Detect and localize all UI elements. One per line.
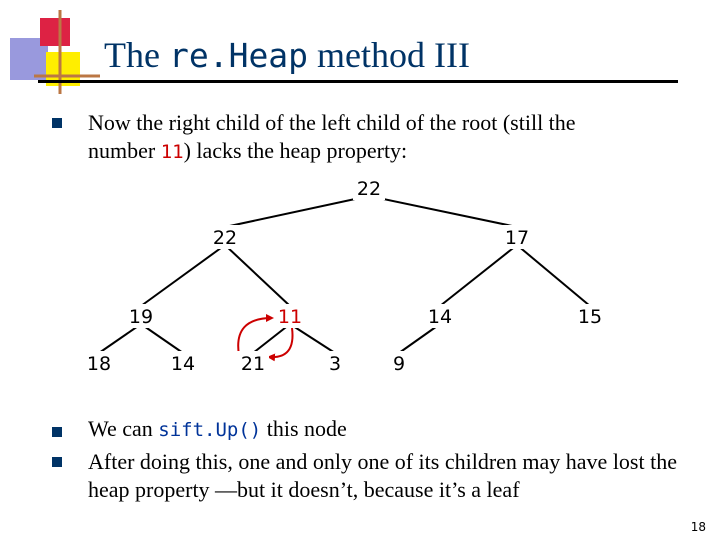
title-code: re.Heap [168,36,309,75]
tree-node-root: 22 [356,178,382,200]
bullet2-after: this node [261,416,347,441]
bullet-text-2 [88,415,668,444]
tree-edge-l-lr [225,245,290,306]
tree-node-rl: 14 [427,306,453,328]
page-number: 18 [690,520,706,534]
bullet-icon [52,427,62,437]
tree-node-lrl: 21 [240,353,266,375]
title-suffix: method III [308,35,470,75]
tree-node-rr: 15 [577,306,603,328]
bullet1-code: 11 [160,141,184,163]
tree-node-lr: 11 [277,306,303,328]
tree-edge-ll-lll [99,324,141,353]
tree-edge-root-l [225,196,369,227]
tree-node-lrr: 3 [328,353,342,375]
tree-node-rll: 9 [392,353,406,375]
tree-edge-r-rl [440,245,517,306]
tree-edge-ll-llr [141,324,183,353]
tree-edge-l-ll [141,245,225,306]
bullet1-before: Now the right child of the left child of the root (still the number [88,110,576,163]
title-prefix: The [104,35,169,75]
tree-node-ll: 19 [128,306,154,328]
tree-node-r: 17 [504,227,530,249]
bullet-icon [52,457,62,467]
tree-edge-lr-lrr [290,324,335,353]
tree-edge-root-r [369,196,517,227]
tree-node-llr: 14 [170,353,196,375]
bullet2-before: We can [88,416,159,441]
tree-edge-rl-rll [399,324,440,353]
tree-edge-lr-lrl [253,324,290,353]
tree-edge-r-rr [517,245,590,306]
bullet2-code: sift.Up() [158,419,262,441]
tree-node-l: 22 [212,227,238,249]
bullet1-after: ) lacks the heap property: [183,138,408,163]
tree-node-lll: 18 [86,353,112,375]
swap-arrow-up [238,318,272,355]
bullet-text-3: After doing this, one and only one of its children may have lost the heap property —but it doesn’t, because it’s a leaf [88,449,677,502]
